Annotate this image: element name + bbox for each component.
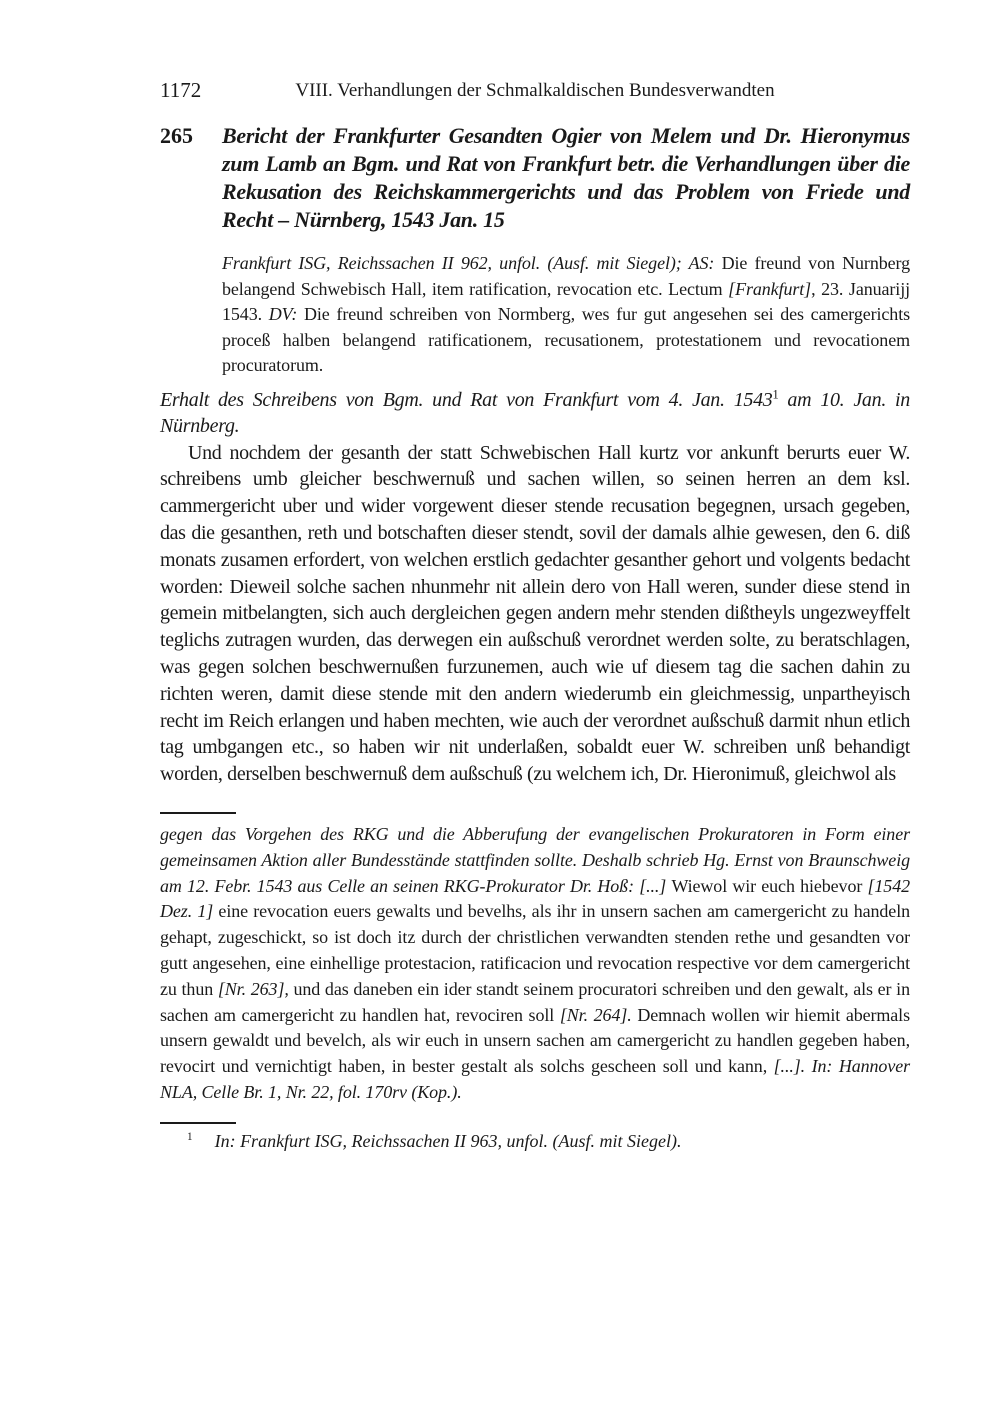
text-segment: Wiewol wir euch hiebevor (671, 875, 868, 896)
footnote-1-text (215, 1131, 682, 1151)
footnote-1-separator-rule (160, 1122, 236, 1124)
text-segment: Und nochdem der gesanth der statt Schwebischen Hall kurtz vor ankunft berurts euer W. schreibens umb gleicher beschwernuß und sachen willen, so seinen herren an dem ksl. cammergericht uber und wider vorgewent dieser stende recusation begegnen, ursach gegeben, das die gesanthen, reth und botschaften dieser stendt, sovil der damals alhie gewesen, den 6. diß monats zusamen erfordert, von welchen erstlich gedachter gesanther gehort und volgents bedacht worden: Dieweil solche sachen nhunmehr nit allein dero von Hall weren, sunder diese stend in gemein mitbelangten, sich auch dergleichen gegen andern mehr stenden dißtheyls ungezweyffelt teglichs zutragen wurden, das derwegen ein außschuß verordnet werden solte, zu beratschlagen, was gegen solchen beschwernußen furzunemen, auch wie uf diesem tag die sachen dahin zu richten weren, damit diese stende mit den andern wiederumb ein gleichmessig, unpartheyisch recht im Reich erlangen und haben mechten, wie auch der verordnet außschuß darmit nhun etlich tag umbgangen etc., so haben wir nit underlaßen, sobaldt euer W. schreiben unß behandigt worden, derselben beschwernuß dem außschuß (zu welchem ich, Dr. Hieronimuß, gleichwol als (160, 441, 910, 786)
footnote-1 (160, 1128, 910, 1154)
provenance-paragraph (222, 251, 910, 379)
text-segment: und das daneben ein ider standt seinem procuratori schreiben und den gewalt, als er in sachen am camergericht zu handlen hat, revociren soll (160, 978, 910, 1025)
text-segment: Demnach wollen wir hiemit abermals unsern gewaldt und bevelch, als wir euch in unsern sachen am camergericht zu handlen gegeben haben, revocirt und vernichtigt haben, in bester gestalt als solchs gescheen soll und kann, (160, 1004, 910, 1077)
footnote-1-marker: 1 (187, 1130, 193, 1143)
text-segment: , 23. Januarijj 1543. (222, 278, 910, 324)
regest-paragraph (160, 387, 910, 440)
text-segment: am 10. Jan. in Nürnberg. (160, 388, 910, 438)
body-paragraph (160, 440, 910, 788)
page-number: 1172 (160, 78, 202, 102)
text-segment: Frankfurt ISG, Reichssachen II 962, unfol. (Ausf. mit Siegel); AS: (222, 253, 722, 273)
text-segment: Die freund von Nurnberg belangend Schwebisch Hall, item ratification, revocation etc. Lectum (222, 253, 910, 299)
text-segment: [Nr. 263], (217, 978, 289, 999)
text-segment: [Frankfurt] (728, 278, 812, 299)
text-segment: eine revocation euers gewalts und bevelhs, als ihr in unsern sachen am camergericht zu handeln gehapt, zugeschickt, so ist doch itz durch der christlichen verwandten stenden rethe und gesandten vor gutt angesehen, eine einhellige protestacion, ratificacion und revocation respective vor dem camergericht zu thun (160, 901, 910, 999)
footnote-continuation-paragraph (160, 822, 910, 1106)
text-segment: DV: (268, 304, 304, 324)
text-column (160, 80, 910, 1154)
text-segment: [1542 Dez. 1] (160, 875, 910, 922)
footnote-separator-rule (160, 812, 236, 814)
text-segment: [Nr. 264]. (559, 1004, 632, 1025)
entry-number: 265 (160, 123, 193, 148)
text-segment: 1 (772, 386, 779, 401)
text-segment: Die freund schreiben von Normberg, wes fur gut angesehen sei des camergerichts proceß halben belangend ratificationem, recusationem, protestationem und revocationem procuratorum. (222, 304, 911, 375)
text-segment: Erhalt des Schreibens von Bgm. und Rat von Frankfurt vom 4. Jan. 1543 (160, 388, 773, 411)
text-segment: gegen das Vorgehen des RKG und die Abberufung der evangelischen Prokuratoren in Form einer gemeinsamen Aktion aller Bundesstände stattfinden sollte. Deshalb schrieb Hg. Ernst von Braunschweig am 12. Febr. 1543 aus Celle an seinen RKG-Prokurator Dr. Hoß: [...] (160, 824, 910, 896)
entry-heading (160, 122, 910, 234)
running-title: VIII. Verhandlungen der Schmalkaldischen Bundesverwandten (295, 80, 775, 101)
text-segment: [...]. In: Hannover NLA, Celle Br. 1, Nr. 22, fol. 170rv (Kop.). (160, 1056, 910, 1103)
text-segment: In: Frankfurt ISG, Reichssachen II 963, unfol. (Ausf. mit Siegel). (214, 1130, 682, 1151)
entry-title: Bericht der Frankfurter Gesandten Ogier von Melem und Dr. Hieronymus zum Lamb an Bgm. und Rat von Frankfurt betr. die Verhandlungen über die Rekusation des Reichskammergerichts und das Problem von Friede und Recht – Nürnberg, 1543 Jan. 15 (222, 123, 910, 232)
page-header (160, 80, 910, 106)
